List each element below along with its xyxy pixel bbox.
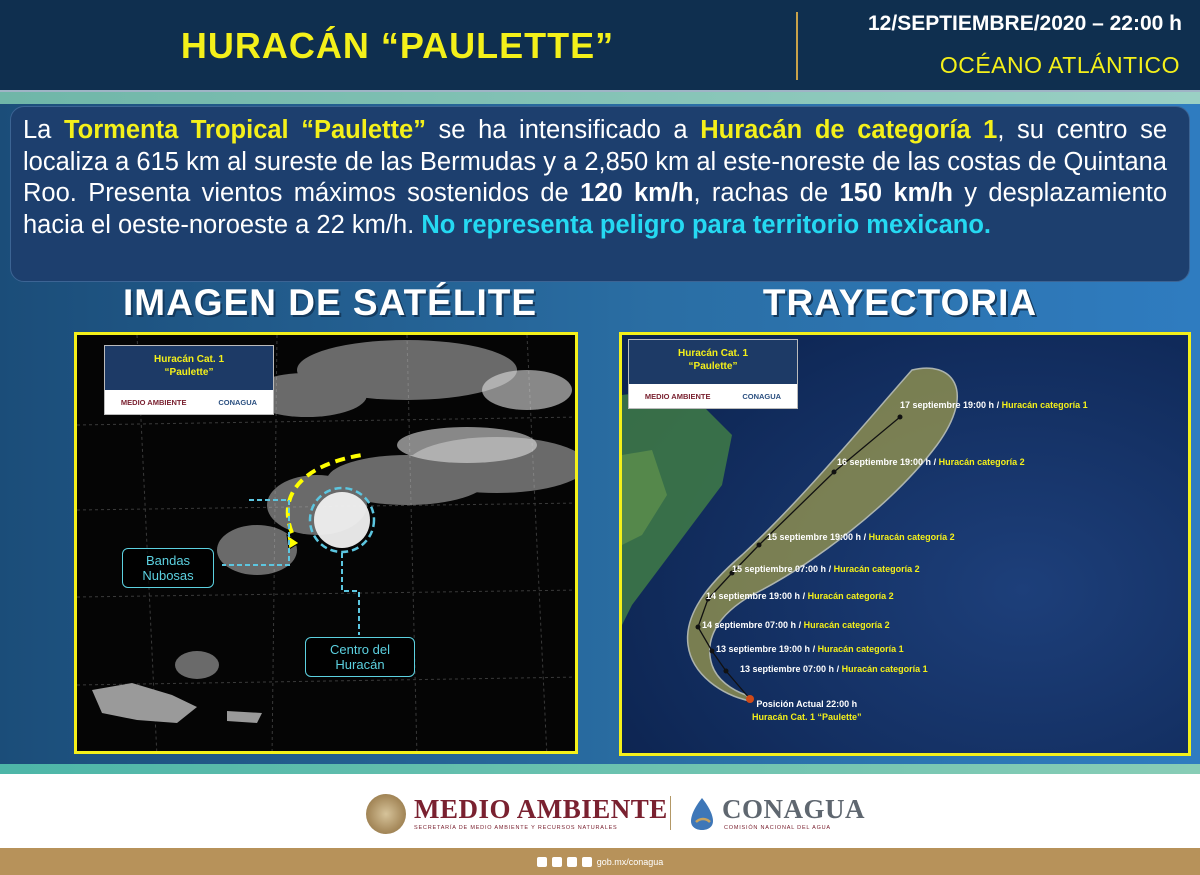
header-bar xyxy=(0,0,1200,92)
desc-no-danger: No representa peligro para territorio mexicano. xyxy=(421,210,991,239)
instagram-icon[interactable] xyxy=(567,857,577,867)
header-divider xyxy=(796,12,798,80)
medio-ambiente-logo: MEDIO AMBIENTE xyxy=(414,794,668,824)
footer-logos xyxy=(0,774,1200,848)
desc-text: se ha intensificado a xyxy=(425,116,701,144)
current-position-time: Posición Actual 22:00 h xyxy=(756,699,858,709)
page-title: HURACÁN “PAULETTE” xyxy=(180,25,615,66)
footer-stripe xyxy=(0,764,1200,774)
logo-line1: Huracán Cat. 1 xyxy=(677,348,749,359)
conagua-drop-icon xyxy=(688,796,716,830)
desc-text: y desplazamiento hacia el oeste-noroeste a 22 km/h. xyxy=(23,179,1168,239)
facebook-icon[interactable] xyxy=(537,857,547,867)
desc-max-winds: 120 km/h xyxy=(580,179,694,207)
bandas-nubosas-label: Bandas Nubosas xyxy=(122,548,214,588)
current-position-label xyxy=(752,698,862,724)
track-point-label: 14 septiembre 19:00 h / Huracán categoría 2 xyxy=(706,591,894,601)
desc-text: , rachas de xyxy=(693,179,840,207)
medio-ambiente-subtitle: SECRETARÍA DE MEDIO AMBIENTE Y RECURSOS NATURALES xyxy=(414,825,618,831)
mexico-emblem-icon xyxy=(366,794,406,834)
social-bar xyxy=(0,848,1200,875)
satellite-section-title: IMAGEN DE SATÉLITE xyxy=(122,282,538,323)
website-link[interactable]: gob.mx/conagua xyxy=(596,856,664,867)
conagua-logo: CONAGUA xyxy=(722,794,865,824)
ocean-label: OCÉANO ATLÁNTICO xyxy=(939,52,1180,78)
logo-medio-ambiente: MEDIO AMBIENTE xyxy=(644,391,711,401)
logo-line1: Huracán Cat. 1 xyxy=(153,354,225,365)
logo-conagua: CONAGUA xyxy=(218,397,258,407)
satellite-image xyxy=(74,332,578,754)
track-point-label: 13 septiembre 07:00 h / Huracán categoría 1 xyxy=(740,664,928,674)
logo-conagua: CONAGUA xyxy=(742,391,782,401)
main-content xyxy=(0,92,1200,764)
twitter-icon[interactable] xyxy=(552,857,562,867)
trajectory-section-title: TRAYECTORIA xyxy=(762,282,1038,323)
logo-medio-ambiente: MEDIO AMBIENTE xyxy=(120,397,187,407)
youtube-icon[interactable] xyxy=(582,857,592,867)
trajectory-logo-box xyxy=(628,339,798,409)
centro-huracan-label: Centro del Huracán xyxy=(305,637,415,677)
logo-separator xyxy=(670,796,671,830)
track-point-label: 15 septiembre 19:00 h / Huracán categoría 2 xyxy=(767,532,955,542)
track-point-label: 15 septiembre 07:00 h / Huracán categoría 2 xyxy=(732,564,920,574)
track-point-label: 16 septiembre 19:00 h / Huracán categoría 2 xyxy=(837,457,1025,467)
desc-storm-name: Tormenta Tropical “Paulette” xyxy=(63,116,426,144)
current-position-category: Huracán Cat. 1 “Paulette” xyxy=(752,712,862,722)
track-point-label: 17 septiembre 19:00 h / Huracán categoría 1 xyxy=(900,400,1088,410)
description-box xyxy=(10,106,1190,282)
desc-text: La xyxy=(23,116,64,144)
logo-line2: “Paulette” xyxy=(164,367,214,378)
desc-text: , su centro se localiza a 615 km al sureste de las Bermudas y a 2,850 km al este-noreste de las costas de Quintana Roo. Presenta vientos máximos sostenidos de xyxy=(23,116,1167,207)
bulletin-date: 12/SEPTIEMBRE/2020 – 22:00 h xyxy=(868,12,1182,35)
track-point-label: 14 septiembre 07:00 h / Huracán categoría 2 xyxy=(702,620,890,630)
logo-line2: “Paulette” xyxy=(688,361,738,372)
desc-category: Huracán de categoría 1 xyxy=(700,116,998,144)
conagua-subtitle: COMISIÓN NACIONAL DEL AGUA xyxy=(724,825,831,831)
decorative-stripe xyxy=(0,92,1200,104)
satellite-logo-box xyxy=(104,345,274,415)
trajectory-map xyxy=(619,332,1191,756)
desc-gusts: 150 km/h xyxy=(839,179,953,207)
track-point-label: 13 septiembre 19:00 h / Huracán categoría 1 xyxy=(716,644,904,654)
